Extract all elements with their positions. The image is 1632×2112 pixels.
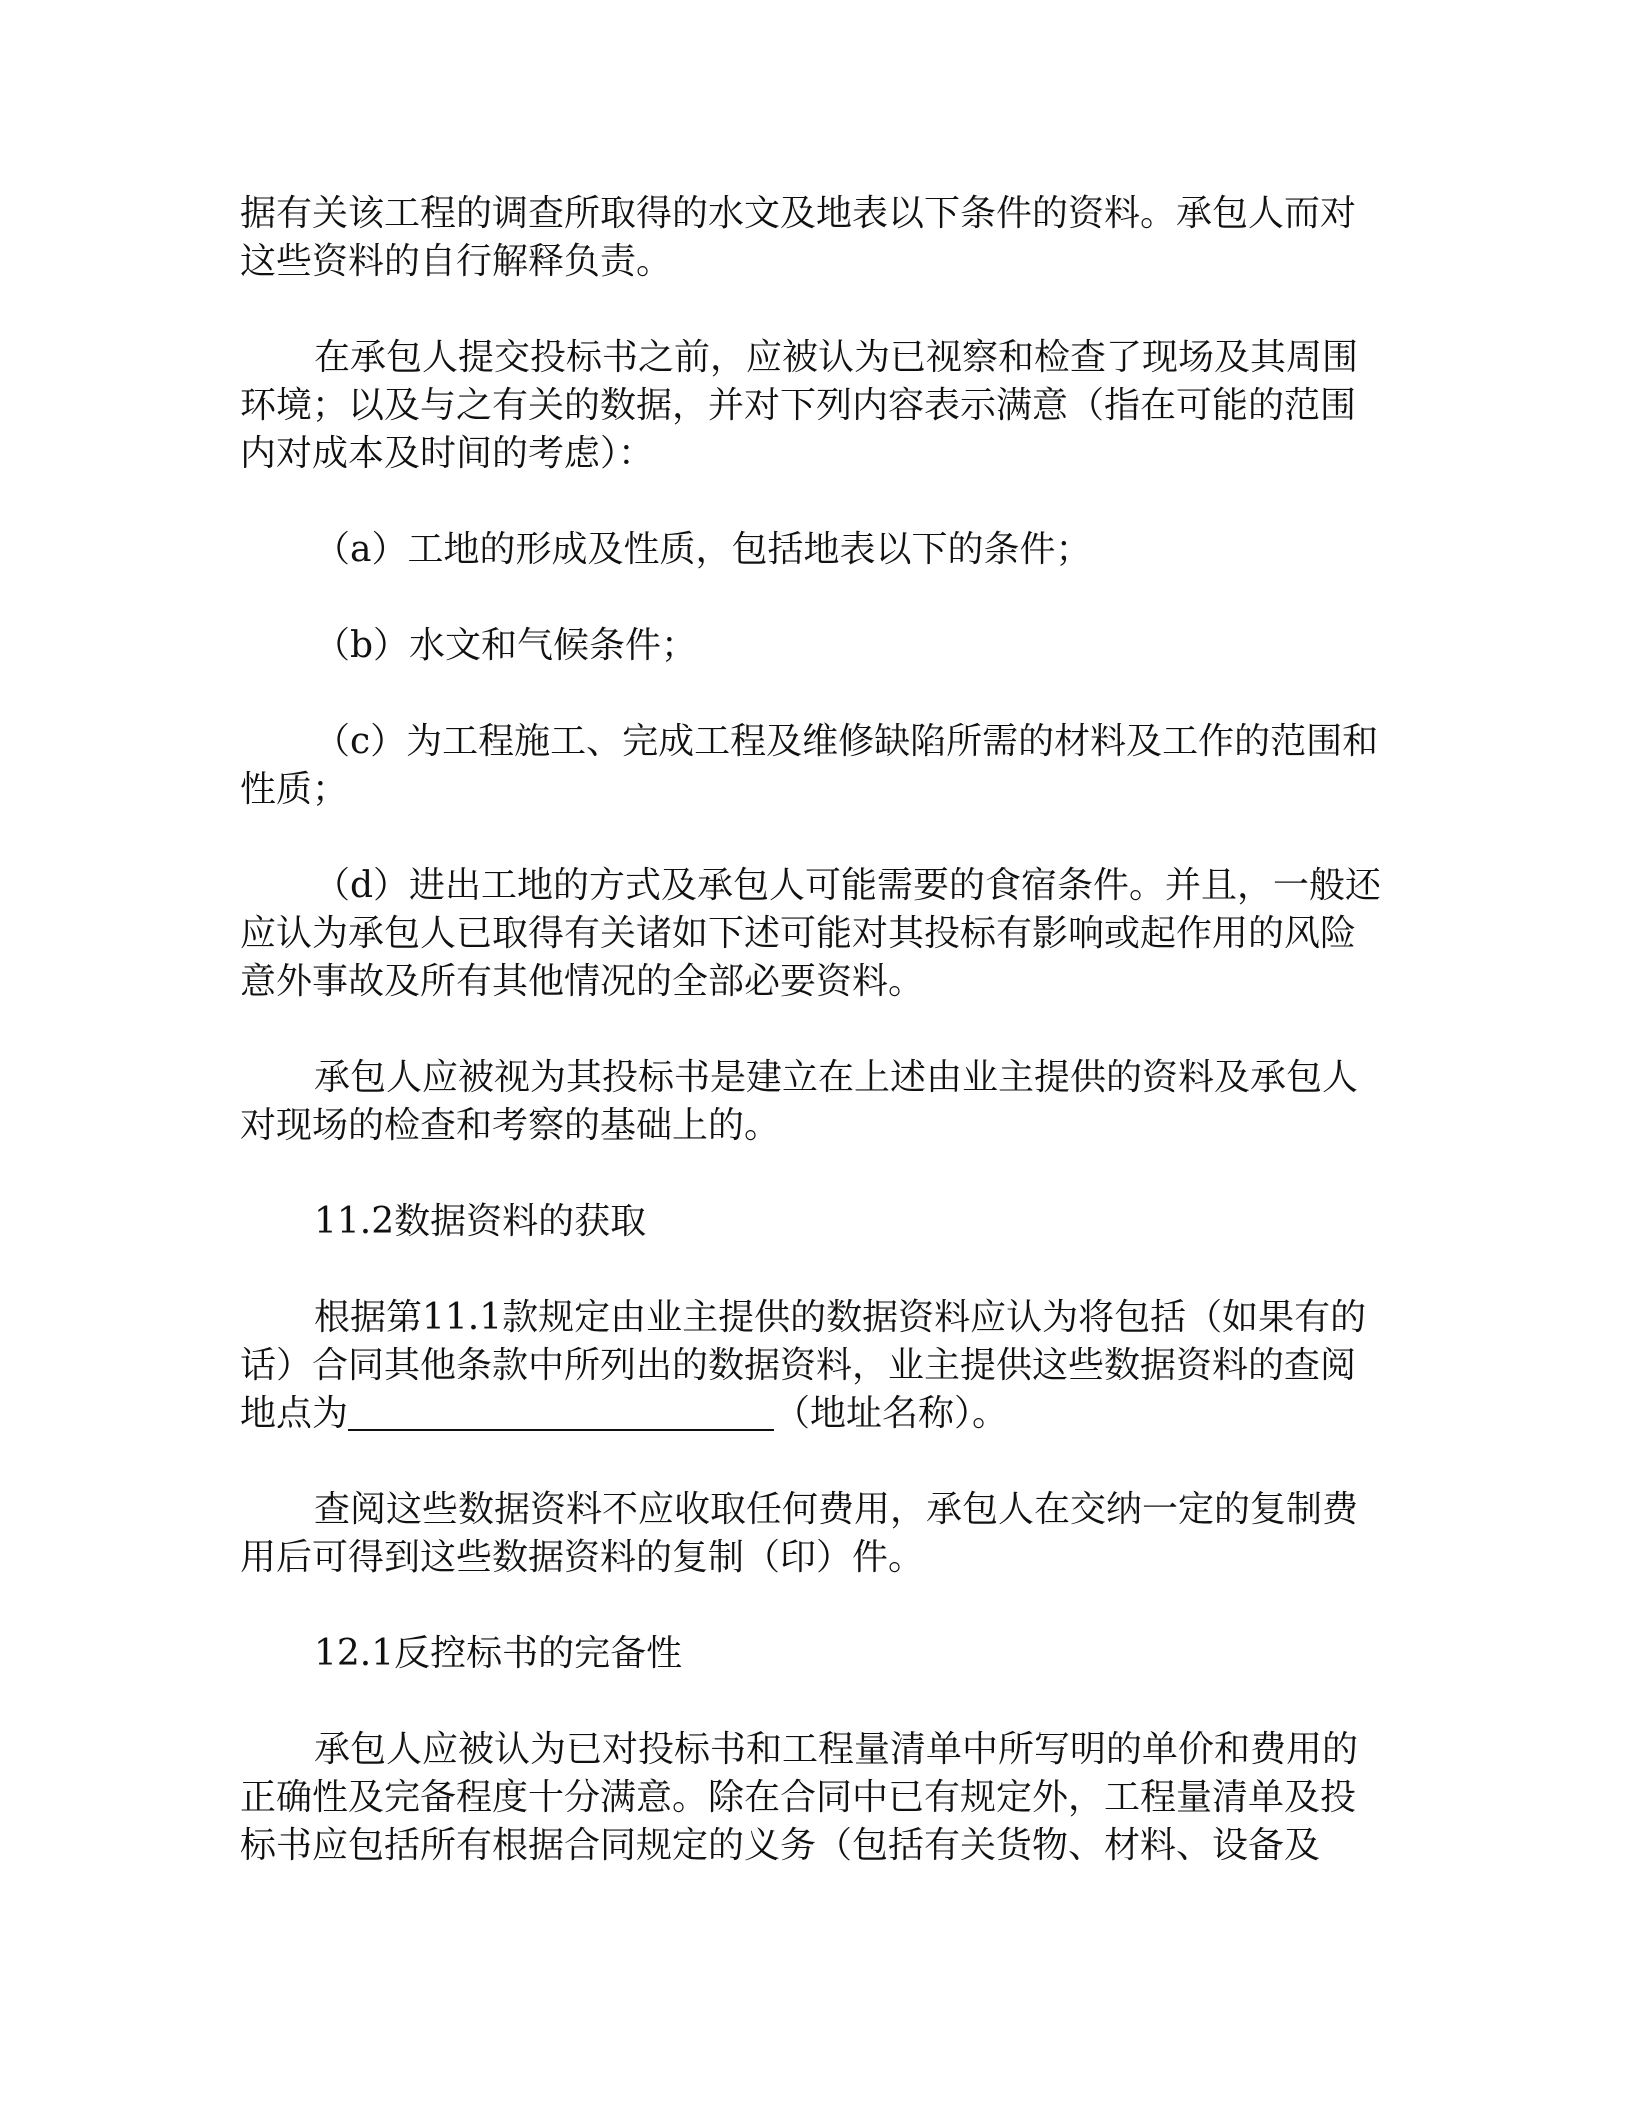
paragraph-hydrology-data: 据有关该工程的调查所取得的水文及地表以下条件的资料。承包人而对这些资料的自行解释负责。	[240, 193, 1357, 282]
list-item-a: （a）工地的形成及性质，包括地表以下的条件；	[314, 529, 1092, 570]
paragraph-data-access-text: 根据第11.1款规定由业主提供的数据资料应认为将包括（如果有的话）合同其他条款中所列出的数据资料，业主提供这些数据资料的查阅地点为	[240, 1297, 1367, 1434]
document-page	[240, 190, 1390, 1918]
list-item-d: （d）进出工地的方式及承包人可能需要的食宿条件。并且，一般还应认为承包人已取得有关诸如下述可能对其投标有影响或起作用的风险意外事故及所有其他情况的全部必要资料。	[240, 865, 1382, 1002]
section-heading-12-1: 12.1反控标书的完备性	[314, 1633, 683, 1674]
list-item-b: （b）水文和气候条件；	[314, 625, 698, 666]
section-heading-11-2: 11.2数据资料的获取	[314, 1201, 647, 1242]
paragraph-data-access	[240, 1294, 1390, 1438]
paragraph-tender-basis: 承包人应被视为其投标书是建立在上述由业主提供的资料及承包人对现场的检查和考察的基础上的。	[240, 1057, 1359, 1146]
paragraph-site-inspection: 在承包人提交投标书之前，应被认为已视察和检查了现场及其周围环境；以及与之有关的数据，并对下列内容表示满意（指在可能的范围内对成本及时间的考虑）：	[240, 337, 1359, 474]
paragraph-tender-completeness: 承包人应被认为已对投标书和工程量清单中所写明的单价和费用的正确性及完备程度十分满意。除在合同中已有规定外，工程量清单及投标书应包括所有根据合同规定的义务（包括有关货物、材料、设备及	[240, 1729, 1359, 1866]
list-item-c: （c）为工程施工、完成工程及维修缺陷所需的材料及工作的范围和性质；	[240, 721, 1379, 810]
address-blank-line	[348, 1393, 774, 1431]
paragraph-data-access-suffix: （地址名称）。	[774, 1393, 1009, 1434]
paragraph-copy-fee: 查阅这些数据资料不应收取任何费用，承包人在交纳一定的复制费用后可得到这些数据资料的复制（印）件。	[240, 1489, 1359, 1578]
